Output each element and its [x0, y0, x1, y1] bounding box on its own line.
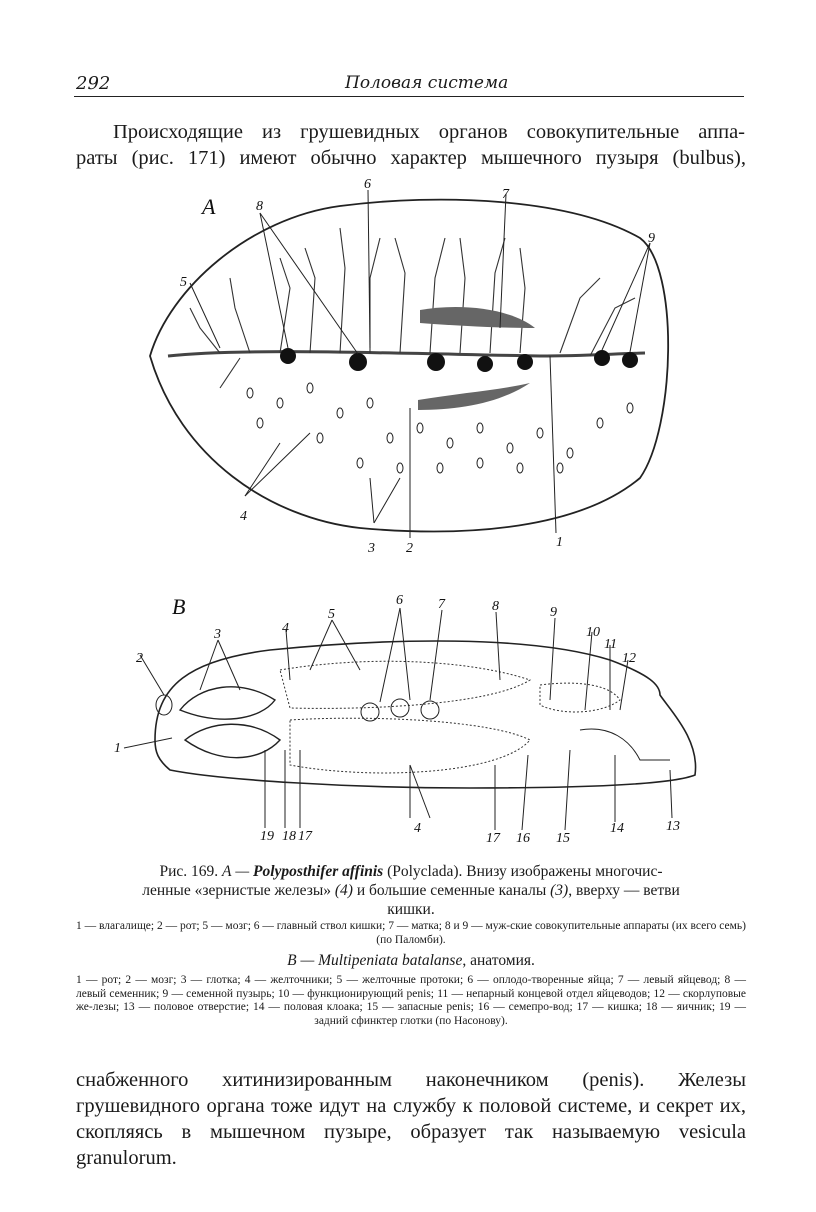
- figure-b-label-4: 4: [282, 621, 289, 636]
- testis: [540, 683, 620, 712]
- intro-line-1: Происходящие из грушевидных органов совокупительные аппа-: [113, 121, 745, 143]
- pharynx: [180, 687, 275, 719]
- legend-a: 1 — влагалище; 2 — рот; 5 — мозг; 6 — главный ствол кишки; 7 — матка; 8 и 9 — муж-ские совокупительные аппараты (их всего семь) (по Паломби).: [76, 920, 746, 946]
- header-rule: [74, 96, 744, 97]
- page-number: 292: [76, 73, 111, 94]
- figure-a-illustration: [140, 178, 680, 558]
- caption-prefix: Рис. 169.: [159, 863, 219, 880]
- figure-a-label-3: 3: [368, 541, 375, 556]
- caption-ref-4: (4): [334, 882, 353, 899]
- figure-b-label-6: 6: [396, 593, 403, 608]
- caption-b-letter: В —: [287, 952, 315, 969]
- legend-b: 1 — рот; 2 — мозг; 3 — глотка; 4 — желточники; 5 — желточные протоки; 6 — оплодо-творенные яйца; 7 — левый яйцевод; 8 — левый семенник; 9 — семенной пузырь; 10 — функционирующий penis; 11 — непарный концевой отдел яйцеводов; 12 — скорлуповые же-лезы; 13 — половое отверстие; 14 — половая клоака; 15 — запасные penis; 16 — семепро-вод; 17 — кишка; 18 — яичник; 19 — задний сфинктер глотки (по Насонову).: [76, 974, 746, 1027]
- caption-b: [76, 952, 746, 970]
- caption-line-2b: и большие семенные каналы: [356, 882, 547, 899]
- figure-b-label-19: 19: [260, 829, 274, 844]
- caption-line-2: ленные «зернистые железы»: [142, 882, 331, 899]
- caption-b-species: Multipeniata batalanse: [318, 952, 463, 969]
- uterus-lower: [418, 383, 530, 410]
- figure-b-illustration: [110, 590, 720, 860]
- figure-b-label-15: 15: [556, 831, 570, 846]
- vitellaria-lower: [290, 718, 530, 773]
- closing-paragraph: снабженного хитинизированным наконечником (penis). Железы грушевидного органа тоже идут на службу к половой системе, и секрет их, скопляясь в мышечном пузыре, образует так называемую vesicula granulorum.: [76, 1069, 746, 1169]
- intro-line-2: раты (рис. 171) имеют обычно характер мышечного пузыря (bulbus),: [76, 147, 746, 169]
- figure-a-label-4: 4: [240, 509, 247, 524]
- figure-a-label-6: 6: [364, 178, 371, 192]
- figure-b-label-14: 14: [610, 821, 624, 836]
- vitellaria-upper: [280, 661, 530, 708]
- caption-a-letter: А —: [222, 863, 250, 880]
- body-outline: [150, 200, 668, 532]
- figure-a-label-7: 7: [502, 187, 509, 202]
- figure-b-label-8: 8: [492, 599, 499, 614]
- caption-a-group: (Polyclada). Внизу изображены многочис-: [387, 863, 663, 880]
- figure-b-label-18: 18: [282, 829, 296, 844]
- granular-glands: [247, 383, 633, 473]
- caption-b-suffix: , анатомия.: [462, 952, 535, 969]
- figure-b-label-17-left: 17: [298, 829, 312, 844]
- figure-b-label-16: 16: [516, 831, 530, 846]
- figure-a-label-5: 5: [180, 275, 187, 290]
- figure-b-label-13: 13: [666, 819, 680, 834]
- figure-b-label-7: 7: [438, 597, 445, 612]
- figure-a-leader-lines: [190, 190, 650, 538]
- figure-b-label-11: 11: [604, 637, 617, 652]
- running-head: Половая система: [345, 73, 509, 93]
- genital-cloaca: [580, 729, 670, 760]
- figure-b-label-17: 17: [486, 831, 500, 846]
- figure-b-label-3: 3: [214, 627, 221, 642]
- brain: [156, 695, 172, 715]
- figure-b-label-5: 5: [328, 607, 335, 622]
- figure-a-label-9: 9: [648, 231, 655, 246]
- figure-a-letter: А: [202, 194, 216, 219]
- caption-line-2c: , вверху — ветви: [568, 882, 680, 899]
- fertilized-eggs: [361, 699, 439, 721]
- main-gut-trunk: [168, 352, 645, 356]
- figure-a-label-8: 8: [256, 199, 263, 214]
- caption-a-species: Polyposthifer affinis: [253, 863, 384, 880]
- figure-a-label-2: 2: [406, 541, 413, 556]
- body-outline-b: [155, 641, 696, 788]
- figure-b-label-9: 9: [550, 605, 557, 620]
- pharynx-lower: [185, 724, 280, 757]
- uterus-upper: [420, 307, 535, 328]
- figure-b-label-10: 10: [586, 625, 600, 640]
- figure-b-label-1: 1: [114, 741, 121, 756]
- figure-b-label-12: 12: [622, 651, 636, 666]
- figure-a-label-1: 1: [556, 535, 563, 550]
- gut-branches: [190, 228, 635, 388]
- caption-ref-3: (3): [550, 882, 569, 899]
- caption-line-3: кишки.: [387, 901, 435, 918]
- figure-b-label-2: 2: [136, 651, 143, 666]
- figure-b-label-4-lower: 4: [414, 821, 421, 836]
- figure-b-letter: В: [172, 594, 186, 619]
- figure-caption: [76, 862, 746, 919]
